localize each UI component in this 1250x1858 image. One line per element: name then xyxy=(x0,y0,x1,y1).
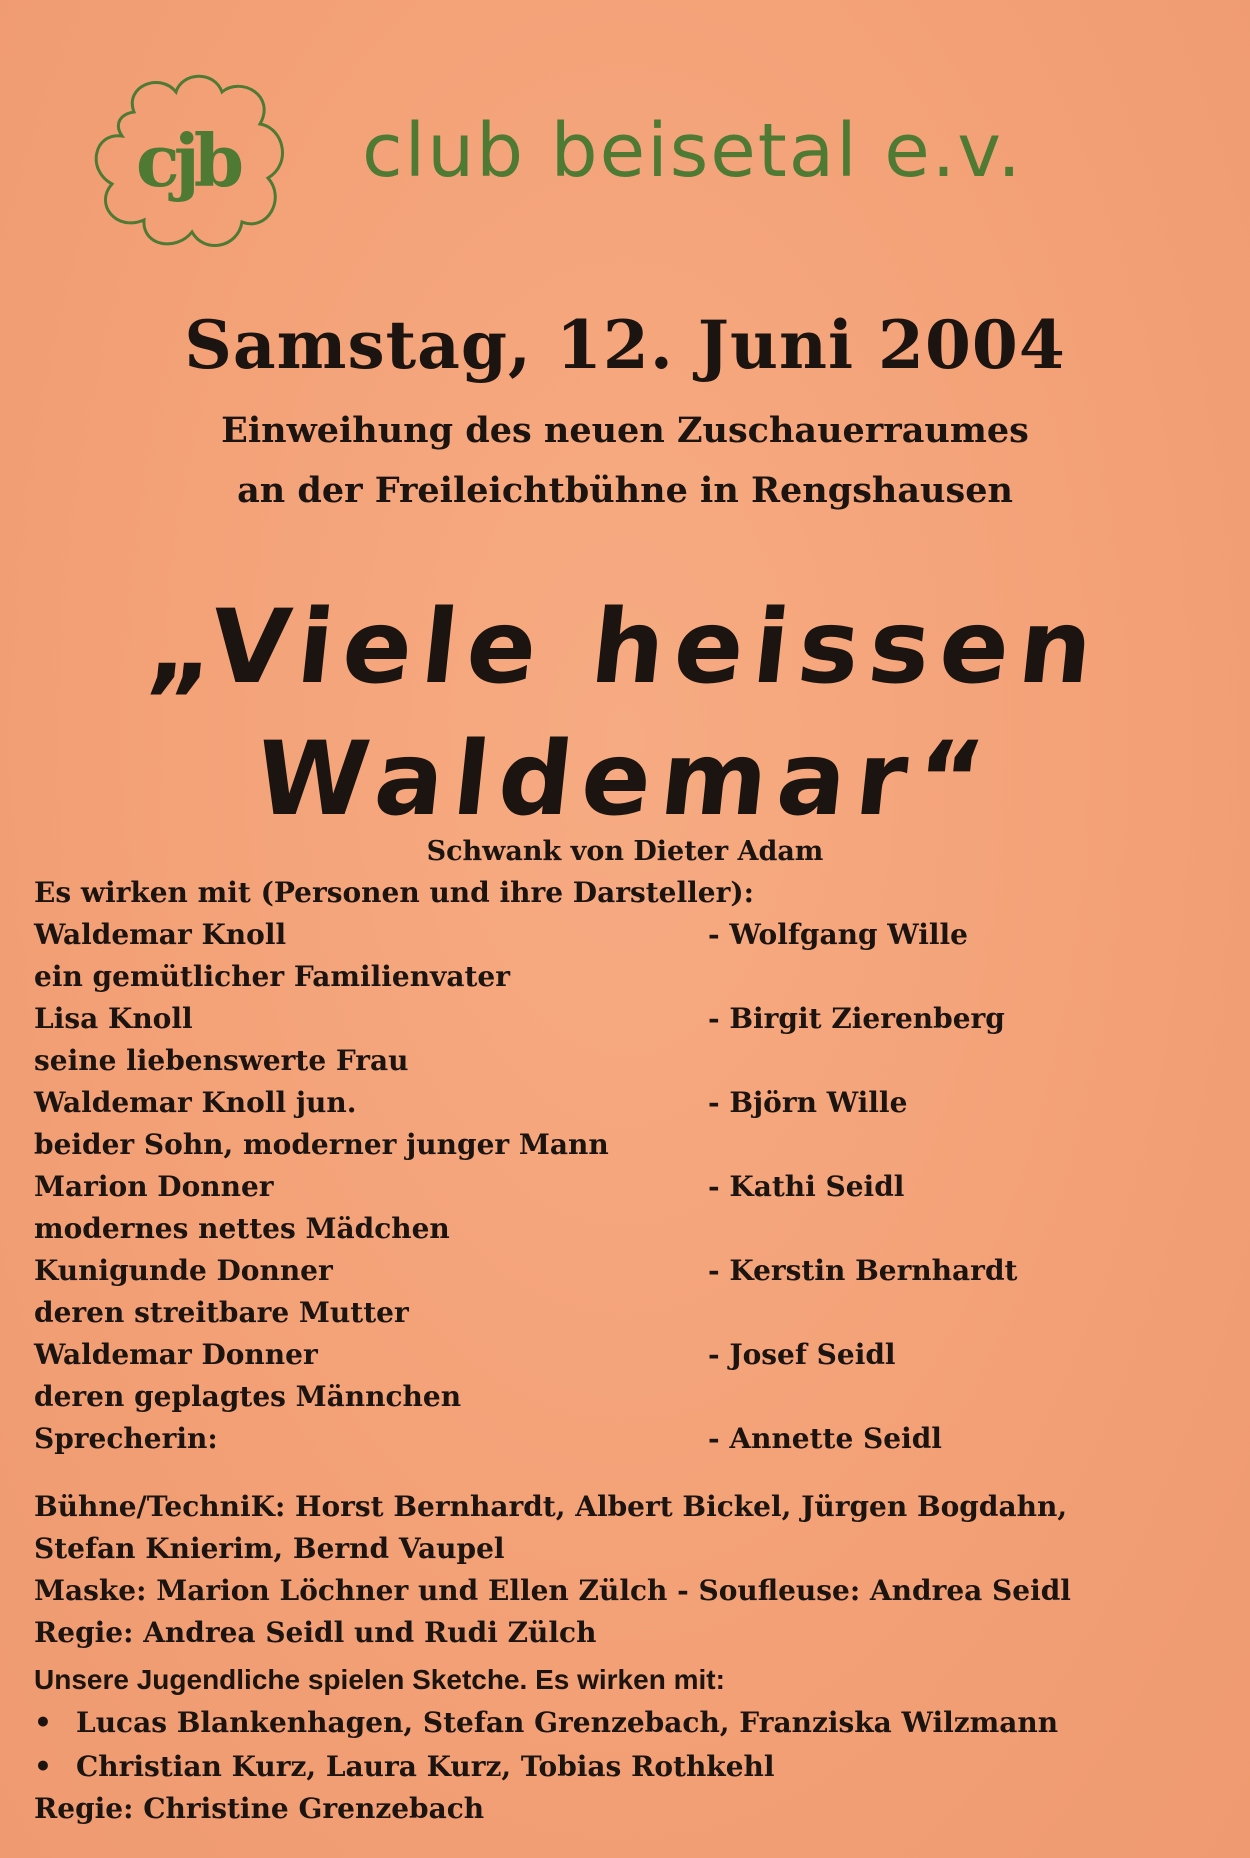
cast-role-description: beider Sohn, moderner junger Mann xyxy=(34,1128,609,1161)
youth-list-item: Christian Kurz, Laura Kurz, Tobias Rothkehl xyxy=(76,1750,775,1783)
credits-makeup-prompter: Maske: Marion Löchner und Ellen Zülch - Soufleuse: Andrea Seidl xyxy=(34,1574,1071,1607)
youth-heading: Unsere Jugendliche spielen Sketche. Es wirken mit: xyxy=(34,1664,725,1695)
credits-direction: Regie: Andrea Seidl und Rudi Zülch xyxy=(34,1616,597,1649)
cast-role: Kunigunde Donner xyxy=(34,1254,333,1287)
event-subtitle-line2: an der Freileichtbühne in Rengshausen xyxy=(237,470,1013,511)
cast-heading: Es wirken mit (Personen und ihre Darsteller): xyxy=(34,876,754,909)
cast-role-description: deren geplagtes Männchen xyxy=(34,1380,462,1413)
cast-role: Waldemar Donner xyxy=(34,1338,318,1371)
cast-actor: - Josef Seidl xyxy=(708,1338,896,1371)
cast-actor: - Wolfgang Wille xyxy=(708,918,968,951)
cast-role: Waldemar Knoll xyxy=(34,918,287,951)
bullet-glyph: • xyxy=(34,1706,52,1739)
club-logo xyxy=(72,66,302,256)
cast-role: Marion Donner xyxy=(34,1170,274,1203)
cast-actor: - Birgit Zierenberg xyxy=(708,1002,1005,1035)
cast-role-description: deren streitbare Mutter xyxy=(34,1296,409,1329)
event-date: Samstag, 12. Juni 2004 xyxy=(184,306,1066,384)
event-subtitle-line1: Einweihung des neuen Zuschauerraumes xyxy=(221,410,1029,451)
cast-role-description: modernes nettes Mädchen xyxy=(34,1212,450,1245)
credits-stage-tech: Bühne/TechniK: Horst Bernhardt, Albert Bickel, Jürgen Bogdahn, xyxy=(34,1490,1068,1523)
cast-role: Sprecherin: xyxy=(34,1422,218,1455)
logo-monogram: cjb xyxy=(135,118,239,203)
bullet-glyph: • xyxy=(34,1750,52,1783)
play-title-line1: „Viele heissen xyxy=(141,588,1109,707)
cast-role: Waldemar Knoll jun. xyxy=(34,1086,357,1119)
cast-role-description: ein gemütlicher Familienvater xyxy=(34,960,510,993)
play-title-line2: Waldemar“ xyxy=(250,720,1000,839)
cast-actor: - Kathi Seidl xyxy=(708,1170,905,1203)
play-author: Schwank von Dieter Adam xyxy=(426,836,824,867)
cast-role-description: seine liebenswerte Frau xyxy=(34,1044,409,1077)
cast-role: Lisa Knoll xyxy=(34,1002,193,1035)
cast-actor: - Annette Seidl xyxy=(708,1422,942,1455)
youth-list-item: Lucas Blankenhagen, Stefan Grenzebach, Franziska Wilzmann xyxy=(76,1706,1059,1739)
cast-actor: - Kerstin Bernhardt xyxy=(708,1254,1018,1287)
youth-direction: Regie: Christine Grenzebach xyxy=(34,1792,485,1825)
cast-actor: - Björn Wille xyxy=(708,1086,908,1119)
credits-stage-tech-cont: Stefan Knierim, Bernd Vaupel xyxy=(34,1532,505,1565)
club-name: club beisetal e.v. xyxy=(362,108,1023,194)
